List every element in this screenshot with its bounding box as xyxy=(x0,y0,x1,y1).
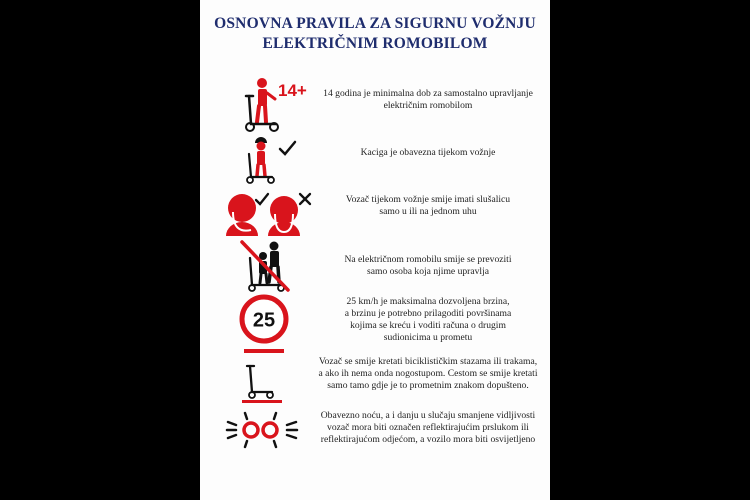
helmet-rider-icon xyxy=(240,136,302,184)
poster-title xyxy=(200,14,550,54)
speed-limit-icon xyxy=(238,293,292,355)
rules-poster xyxy=(200,0,550,500)
rule-speed-limit: 25 km/h je maksimalna dozvoljena brzina, a brzinu je potrebno prilagoditi površinama kojima se kreću i voditi računa o drugim sudionicima u prometu xyxy=(344,296,512,343)
title-line-2: ELEKTRIČNIM ROMOBILOM xyxy=(262,35,488,52)
speed-badge: 25 xyxy=(252,309,276,332)
rule-min-age: 14 godina je minimalna dob za samostalno upravljanje električnim romobilom xyxy=(323,88,533,111)
rule-bike-lane: Vozač se smije kretati biciklističkim stazama ili trakama, a ako ih nema onda nogostupom. Cestom se smije kretati samo tamo gdje je to prometnim znakom dopušteno. xyxy=(318,356,538,391)
title-line-1: OSNOVNA PRAVILA ZA SIGURNU VOŽNJU xyxy=(214,15,536,32)
rule-helmet: Kaciga je obavezna tijekom vožnje xyxy=(360,147,496,158)
rule-reflective: Obavezno noću, a i danju u slučaju smanjene vidljivosti vozač mora biti označen reflektirajućim prslukom ili reflektirajućom odjećom, a vozilo mora biti osvijetljeno xyxy=(320,410,536,445)
rule-no-passenger: Na električnom romobilu smije se prevoziti samo osoba koja njime upravlja xyxy=(344,254,512,277)
rule-headphones: Vozač tijekom vožnje smije imati slušalicu samo u ili na jednom uhu xyxy=(345,194,511,217)
reflective-lights-icon xyxy=(224,408,300,454)
no-passenger-icon xyxy=(238,238,300,294)
scooter-rider-age-icon xyxy=(238,72,308,134)
bike-lane-scooter-icon xyxy=(240,360,288,404)
headphones-icon xyxy=(222,186,316,238)
age-badge: 14+ xyxy=(278,81,307,100)
